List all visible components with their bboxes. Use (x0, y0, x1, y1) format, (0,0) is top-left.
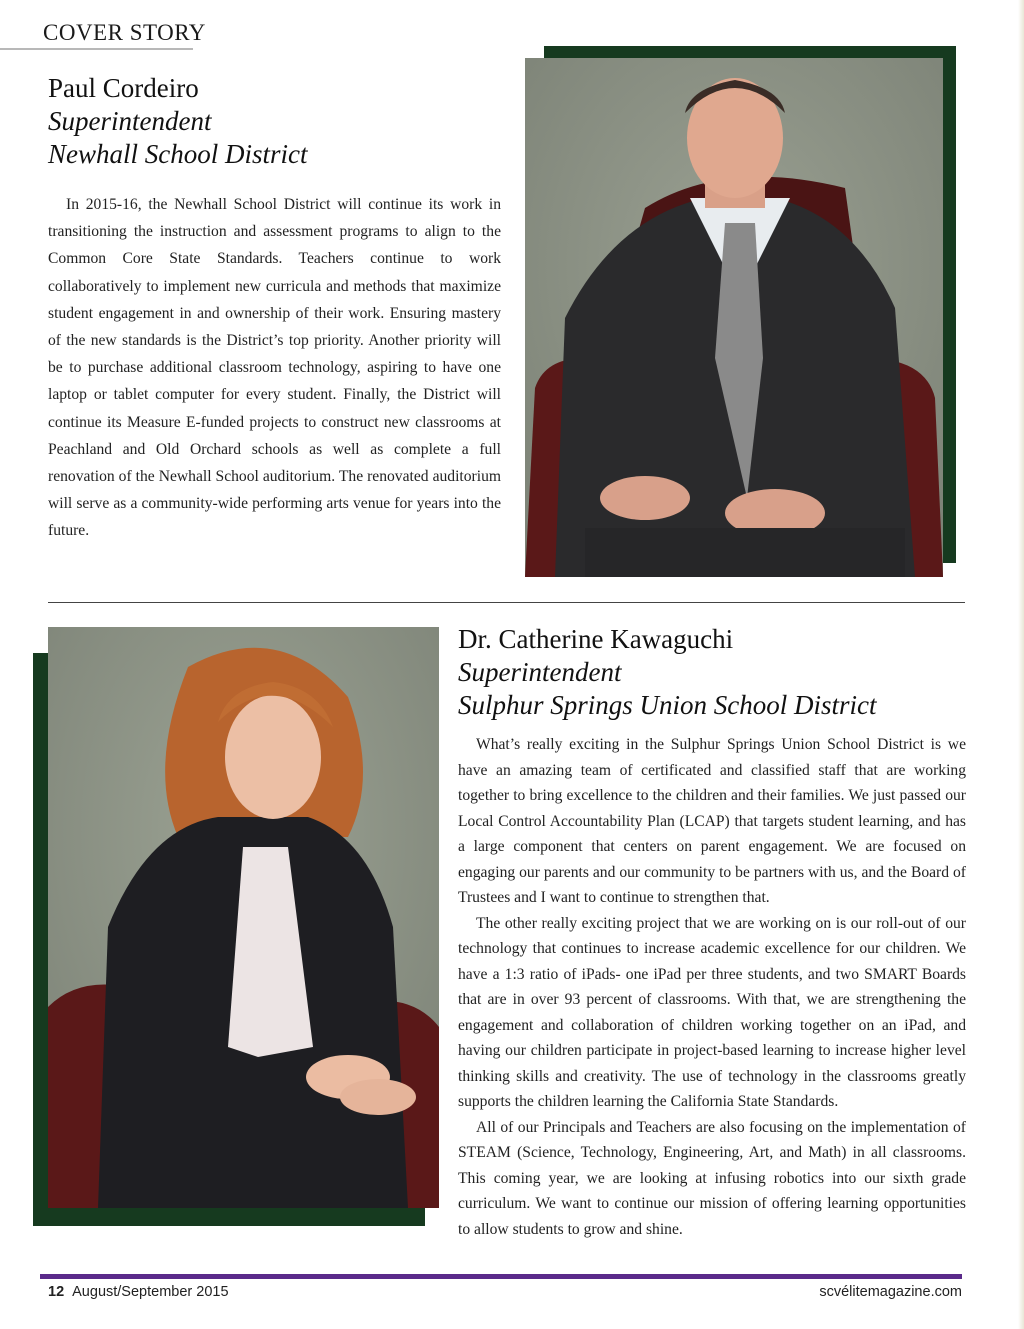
profile1-organization: Newhall School District (48, 139, 308, 169)
footer-website: scvélitemagazine.com (819, 1284, 962, 1300)
section-label: COVER STORY (43, 20, 206, 45)
profile1-paragraph: In 2015-16, the Newhall School District will continue its work in transitioning the instruction and assessment programs to align to the Common Core State Standards. Teachers continue to work collaboratively to implement new curricula and methods that maximize student engagement in and ownership of their work. Ensuring mastery of the new standards is the District’s top priority. Another priority will be to purchase additional classroom technology, aspiring to have one laptop or tablet computer for every student. Finally, the District will continue its Measure E-funded projects to construct new classrooms at Peachland and Old Orchard schools as well as complete a full renovation of the Newhall School auditorium. The renovated auditorium will serve as a community-wide performing arts venue for years into the future. (48, 196, 501, 540)
profile2-paragraph-3: All of our Principals and Teachers are also focusing on the implementation of STEAM (Science, Technology, Engineering, Art, and Math) in all classrooms. This coming year, we are looking at infusing robotics into our sixth grade curriculum. We want to continue our mission of offering learning opportunities to allow students to grow and shine. (458, 1118, 966, 1238)
profile1-role: Superintendent (48, 106, 212, 136)
profile2-name: Dr. Catherine Kawaguchi (458, 624, 734, 654)
issue-date: August/September 2015 (72, 1284, 229, 1300)
profile1-name: Paul Cordeiro (48, 73, 199, 103)
profile1-body (48, 191, 501, 545)
profile2-organization: Sulphur Springs Union School District (458, 690, 877, 720)
photo-catherine-kawaguchi (48, 627, 439, 1208)
footer-issue (48, 1284, 229, 1300)
profile2-body (458, 732, 966, 1242)
photo-paul-cordeiro (525, 58, 943, 577)
page-edge (1018, 0, 1024, 1329)
section-divider (48, 602, 965, 603)
section-rule (0, 48, 193, 50)
profile2-paragraph-1: What’s really exciting in the Sulphur Springs Union School District is we have an amazing team of certificated and classified staff that are working together to bring excellence to the children and their families. We just passed our Local Control Accountability Plan (LCAP) that targets student learning, and has a large component that centers on parent engagement. We are focused on engaging our parents and our community to be partners with us, and the Board of Trustees and I want to continue to strengthen that. (458, 736, 966, 906)
footer-rule (40, 1274, 962, 1279)
page-number: 12 (48, 1284, 65, 1300)
profile2-role: Superintendent (458, 657, 622, 687)
profile2-paragraph-2: The other really exciting project that we are working on is our roll-out of our technology that continues to increase academic excellence for our children. We have a 1:3 ratio of iPads- one iPad per three students, and two SMART Boards that are in over 93 percent of classrooms. With that, we are strengthening the engagement and collaboration of children working together on an iPad, and having our children participate in project-based learning to increase higher level thinking skills and creativity. The use of technology in the classrooms greatly supports the children learning the California State Standards. (458, 914, 966, 1110)
